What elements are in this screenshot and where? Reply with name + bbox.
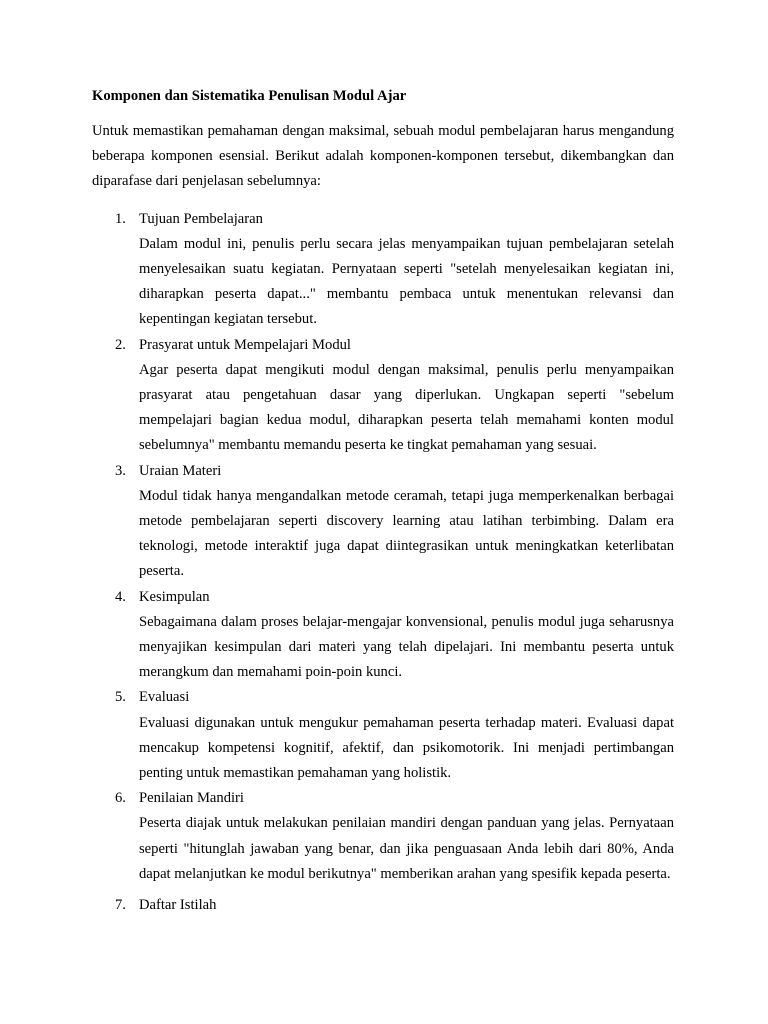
list-item-kesimpulan: [92, 585, 674, 686]
list-item-number: 5.: [115, 689, 126, 706]
list-item-body: Peserta diajak untuk melakukan penilaian mandiri dengan panduan yang jelas. Pernyataan seperti "hitunglah jawaban yang benar, dan jika penguasaan Anda lebih dari 80%, Anda dapat melanjutkan ke modul berikutnya" memberikan arahan yang spesifik kepada peserta.: [139, 815, 674, 882]
list-item-heading: Kesimpulan: [139, 588, 210, 605]
list-item-number: 6.: [115, 790, 126, 807]
list-item-number: 4.: [115, 588, 126, 605]
list-item-evaluasi: [92, 685, 674, 786]
list-item-tujuan-pembelajaran: [92, 207, 674, 333]
intro-paragraph: Untuk memastikan pemahaman dengan maksimal, sebuah modul pembelajaran harus mengandung beberapa komponen esensial. Berikut adalah komponen-komponen tersebut, dikembangkan dan diparafase dari penjelasan sebelumnya:: [92, 123, 674, 190]
list-item-number: 1.: [115, 210, 126, 227]
list-item-body: Dalam modul ini, penulis perlu secara jelas menyampaikan tujuan pembelajaran setelah menyelesaikan suatu kegiatan. Pernyataan seperti "setelah menyelesaikan kegiatan ini, diharapkan peserta dapat..." membantu pembaca untuk menentukan relevansi dan kepentingan kegiatan tersebut.: [139, 235, 674, 328]
list-item-number: 2.: [115, 336, 126, 353]
document-title: Komponen dan Sistematika Penulisan Modul Ajar: [92, 88, 407, 104]
list-item-uraian-materi: [92, 459, 674, 585]
list-item-body: Evaluasi digunakan untuk mengukur pemahaman peserta terhadap materi. Evaluasi dapat mencakup kompetensi kognitif, afektif, dan psikomotorik. Ini menjadi pertimbangan penting untuk memastikan pemahaman yang holistik.: [139, 714, 674, 782]
list-item-body: Sebagaimana dalam proses belajar-mengajar konvensional, penulis modul juga seharusnya menyajikan kesimpulan dari materi yang telah dipelajari. Ini membantu peserta untuk merangkum dan memahami poin-poin kunci.: [139, 613, 674, 681]
list-item-body: Modul tidak hanya mengandalkan metode ceramah, tetapi juga memperkenalkan berbagai metode pembelajaran seperti discovery learning atau latihan terbimbing. Dalam era teknologi, metode interaktif juga dapat diintegrasikan untuk meningkatkan keterlibatan peserta.: [139, 487, 674, 580]
list-item-heading: Evaluasi: [139, 689, 190, 706]
list-item-daftar-istilah: [92, 893, 674, 918]
list-item-penilaian-mandiri: [92, 786, 674, 887]
list-item-heading: Tujuan Pembelajaran: [139, 210, 263, 227]
list-item-number: 3.: [115, 462, 126, 479]
list-item-body: Agar peserta dapat mengikuti modul dengan maksimal, penulis perlu menyampaikan prasyarat atau pengetahuan dasar yang diperlukan. Ungkapan seperti "sebelum mempelajari bagian kedua modul, diharapkan peserta telah memahami konten modul sebelumnya" membantu memandu peserta ke tingkat pemahaman yang sesuai.: [139, 361, 674, 454]
list-item-number: 7.: [115, 897, 126, 914]
list-item-heading: Prasyarat untuk Mempelajari Modul: [139, 336, 351, 353]
component-list: [92, 207, 674, 919]
list-item-heading: Uraian Materi: [139, 462, 222, 479]
list-item-heading: Daftar Istilah: [139, 897, 217, 914]
list-item-heading: Penilaian Mandiri: [139, 790, 244, 807]
list-item-prasyarat: [92, 333, 674, 459]
document-page: [92, 86, 674, 918]
